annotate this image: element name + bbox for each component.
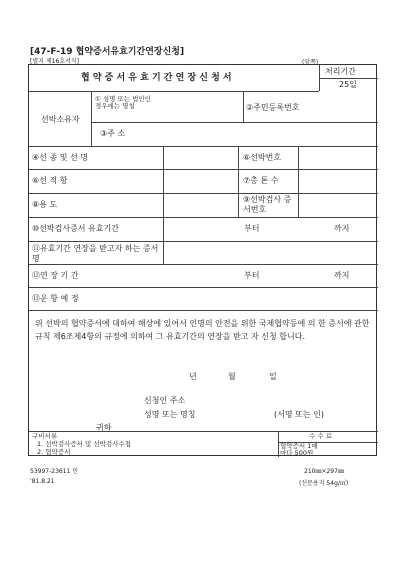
doc-item: 2. 협약증서 [37,448,71,456]
sign-note: (서명 또는 인) [274,410,324,419]
voyage-label: ⑬운 항 예 정 [32,294,79,303]
fee-line: 협약증서 1매 [280,442,318,450]
applicant-address: 신청인 주소 [144,396,186,405]
side-note: (앞쪽) [302,59,319,66]
statement-text: 위 선박의 협약증서에 대하여 해상에 있어서 인명의 안전을 위한 국제협약등에 의 한 증서에 관한 규칙 제6조제4항의 규정에 의하여 그 유효기간의 연장을 받고 자 신청 합니다. [35,319,370,341]
validity-label: ⑩선박검사증서 유효기간 [32,224,119,233]
docs-title: 구비서류 [32,432,58,440]
footer-size: 210㎜×297㎜ [304,468,344,475]
validity-to: 까지 [334,224,350,233]
form-title: 협 약 증 서 유 효 기 간 연 장 신 청 서 [81,73,232,83]
footer-paper: (신문용지 54g/㎡) [299,480,349,487]
date-day: 일 [269,372,277,381]
doc-item: 1. 선박검사증서 및 선박검사수첩 [37,440,132,448]
address-label: ③주 소 [100,129,126,138]
footer-code: 53997-23611 민 [30,468,79,475]
footer-date: '81.8.21 [30,478,55,485]
application-form [28,64,377,456]
applicant-name: 성명 또는 명칭 [144,410,196,419]
tonnage-label: ⑦총 톤 수 [243,176,279,185]
fee-line: 마다 500원 [280,449,314,457]
name-label: ① 성명 또는 법인인 경우에는 명칭 [95,95,151,110]
extension-label: ⑫연 장 기 간 [32,271,79,280]
date-year: 년 [189,372,197,381]
inspection-cert-label: ⑨선박검사 증서번호 [243,195,292,214]
reg-no-label: ②주민등록번호 [246,103,300,112]
processing-label: 처리기간 [325,67,356,76]
owner-label: 선박소유자 [41,115,80,124]
validity-from: 부터 [244,224,260,233]
ship-type-label: ④선 종 및 선 명 [32,153,88,162]
recipient: 귀하 [96,423,112,432]
use-label: ⑧용 도 [32,200,58,209]
extension-from: 부터 [244,271,260,280]
fee-title: 수 수 료 [309,432,332,440]
port-label: ⑥선 적 항 [32,176,68,185]
date-month: 월 [228,372,236,381]
processing-value: 25일 [339,80,357,89]
extension-to: 까지 [334,271,350,280]
cert-name-label: ⑪유효기간 연장을 받고자 하는 증서명 [32,244,159,263]
form-code: [47-F-19 협약증서유효기간연장신청] [30,47,185,57]
annex-label: [별지 제16호서식] [30,58,79,65]
ship-number-label: ⑥선박번호 [243,153,282,162]
